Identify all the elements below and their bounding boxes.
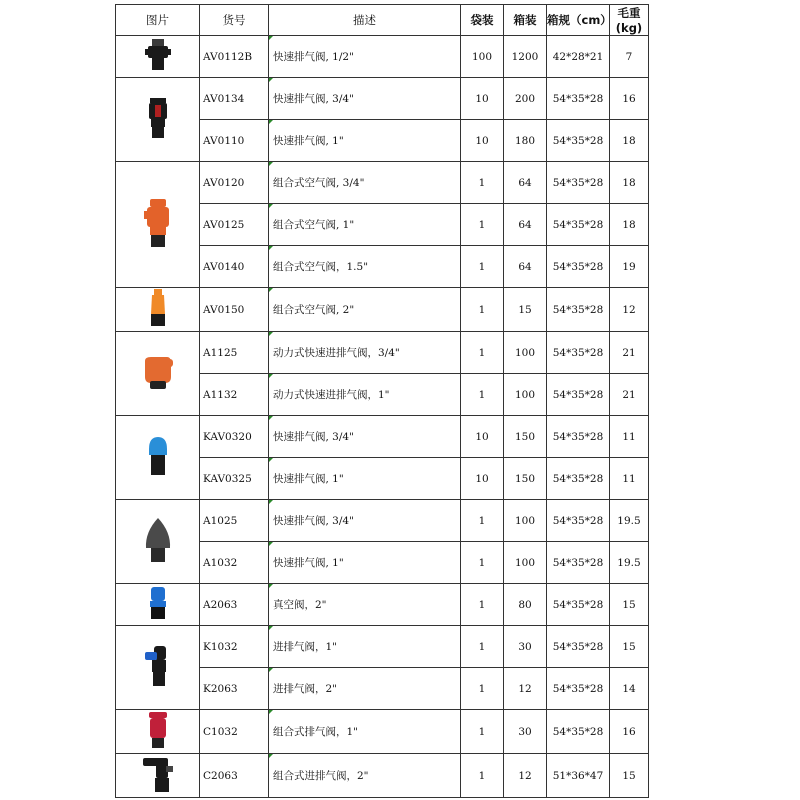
product-code: AV0150 [200,288,269,332]
box-quantity: 100 [504,374,547,416]
product-description: 快速排气阀, 1" [269,542,461,584]
gross-weight: 15 [610,754,649,798]
product-image-cell [116,500,200,584]
header-code: 货号 [200,5,269,36]
bag-quantity: 10 [461,416,504,458]
product-image-cell [116,78,200,162]
table-row [116,162,649,204]
product-code: K2063 [200,668,269,710]
orange-tall-valve-icon [116,288,199,331]
box-size: 54*35*28 [547,332,610,374]
product-image-cell [116,288,200,332]
box-size: 54*35*28 [547,458,610,500]
box-size: 54*35*28 [547,542,610,584]
product-code: AV0110 [200,120,269,162]
box-size: 54*35*28 [547,78,610,120]
box-size: 51*36*47 [547,754,610,798]
box-quantity: 150 [504,458,547,500]
box-quantity: 64 [504,162,547,204]
black-valve-icon [116,37,199,76]
box-quantity: 1200 [504,36,547,78]
table-body [116,36,649,798]
gross-weight: 14 [610,668,649,710]
product-image-cell [116,710,200,754]
box-size: 54*35*28 [547,500,610,542]
box-quantity: 100 [504,542,547,584]
product-image-cell [116,332,200,416]
product-description: 组合式空气阀, 2" [269,288,461,332]
gross-weight: 18 [610,204,649,246]
product-image-cell [116,754,200,798]
product-description: 动力式快速进排气阀，3/4" [269,332,461,374]
blue-black-vacuum-valve-icon [116,585,199,624]
product-description: 快速排气阀, 1/2" [269,36,461,78]
table-row [116,754,649,798]
product-code: KAV0325 [200,458,269,500]
product-code: A1032 [200,542,269,584]
table-row [116,332,649,374]
product-description: 组合式空气阀, 3/4" [269,162,461,204]
box-quantity: 15 [504,288,547,332]
gross-weight: 11 [610,416,649,458]
box-quantity: 64 [504,204,547,246]
gross-weight: 7 [610,36,649,78]
product-code: C2063 [200,754,269,798]
bag-quantity: 10 [461,458,504,500]
product-image-cell [116,584,200,626]
gross-weight: 15 [610,626,649,668]
bag-quantity: 1 [461,710,504,754]
gross-weight: 21 [610,374,649,416]
box-size: 54*35*28 [547,374,610,416]
product-code: A1025 [200,500,269,542]
orange-elbow-valve-icon [116,353,199,394]
bag-quantity: 100 [461,36,504,78]
blue-valve-icon [116,435,199,480]
product-code: AV0112B [200,36,269,78]
bag-quantity: 1 [461,288,504,332]
bag-quantity: 10 [461,78,504,120]
product-code: A1132 [200,374,269,416]
bag-quantity: 1 [461,754,504,798]
product-description: 进排气阀，1" [269,626,461,668]
header-box: 箱装 [504,5,547,36]
black-red-valve-icon [116,96,199,143]
gross-weight: 11 [610,458,649,500]
gross-weight: 12 [610,288,649,332]
bag-quantity: 1 [461,584,504,626]
product-image-cell [116,162,200,288]
header-box-size: 箱规（cm） [547,5,610,36]
product-image-cell [116,626,200,710]
header-description: 描述 [269,5,461,36]
product-description: 快速排气阀, 3/4" [269,416,461,458]
header-gross-weight: 毛重(kg) [610,5,649,36]
bag-quantity: 1 [461,246,504,288]
product-table [115,4,649,798]
box-size: 54*35*28 [547,626,610,668]
table-row [116,416,649,458]
box-quantity: 12 [504,668,547,710]
table-row [116,584,649,626]
product-description: 真空阀，2" [269,584,461,626]
table-row [116,36,649,78]
gross-weight: 21 [610,332,649,374]
box-quantity: 80 [504,584,547,626]
box-quantity: 200 [504,78,547,120]
box-size: 54*35*28 [547,246,610,288]
product-code: K1032 [200,626,269,668]
box-size: 54*35*28 [547,416,610,458]
gross-weight: 19 [610,246,649,288]
header-image: 图片 [116,5,200,36]
table-row [116,626,649,668]
bag-quantity: 1 [461,374,504,416]
bag-quantity: 1 [461,626,504,668]
product-table-container [115,4,649,798]
box-quantity: 100 [504,332,547,374]
product-description: 组合式空气阀，1.5" [269,246,461,288]
box-size: 54*35*28 [547,668,610,710]
bag-quantity: 1 [461,668,504,710]
product-image-cell [116,36,200,78]
grey-cone-valve-icon [116,516,199,567]
bag-quantity: 1 [461,500,504,542]
bag-quantity: 1 [461,204,504,246]
black-blue-inlet-valve-icon [116,644,199,691]
box-quantity: 30 [504,710,547,754]
product-description: 快速排气阀, 3/4" [269,78,461,120]
table-row [116,710,649,754]
product-code: A1125 [200,332,269,374]
header-bag: 袋装 [461,5,504,36]
black-combo-valve-icon [116,754,199,797]
table-row [116,288,649,332]
gross-weight: 16 [610,710,649,754]
gross-weight: 18 [610,162,649,204]
product-description: 组合式空气阀, 1" [269,204,461,246]
box-quantity: 12 [504,754,547,798]
gross-weight: 19.5 [610,542,649,584]
product-code: AV0125 [200,204,269,246]
bag-quantity: 1 [461,332,504,374]
product-description: 动力式快速进排气阀，1" [269,374,461,416]
red-combo-valve-icon [116,710,199,753]
bag-quantity: 1 [461,542,504,584]
box-size: 54*35*28 [547,162,610,204]
table-row [116,78,649,120]
product-description: 快速排气阀, 3/4" [269,500,461,542]
product-description: 快速排气阀, 1" [269,458,461,500]
box-quantity: 30 [504,626,547,668]
product-code: KAV0320 [200,416,269,458]
product-code: A2063 [200,584,269,626]
box-size: 54*35*28 [547,120,610,162]
product-code: C1032 [200,710,269,754]
box-quantity: 150 [504,416,547,458]
product-code: AV0120 [200,162,269,204]
box-size: 54*35*28 [547,710,610,754]
product-code: AV0140 [200,246,269,288]
box-size: 42*28*21 [547,36,610,78]
product-description: 快速排气阀, 1" [269,120,461,162]
header-row [116,5,649,36]
box-size: 54*35*28 [547,204,610,246]
product-description: 进排气阀，2" [269,668,461,710]
product-description: 组合式进排气阀，2" [269,754,461,798]
gross-weight: 18 [610,120,649,162]
gross-weight: 15 [610,584,649,626]
gross-weight: 16 [610,78,649,120]
box-quantity: 100 [504,500,547,542]
box-size: 54*35*28 [547,584,610,626]
product-image-cell [116,416,200,500]
product-code: AV0134 [200,78,269,120]
bag-quantity: 10 [461,120,504,162]
table-row [116,500,649,542]
gross-weight: 19.5 [610,500,649,542]
bag-quantity: 1 [461,162,504,204]
box-quantity: 180 [504,120,547,162]
box-quantity: 64 [504,246,547,288]
orange-valve-icon [116,197,199,252]
product-description: 组合式排气阀，1" [269,710,461,754]
box-size: 54*35*28 [547,288,610,332]
